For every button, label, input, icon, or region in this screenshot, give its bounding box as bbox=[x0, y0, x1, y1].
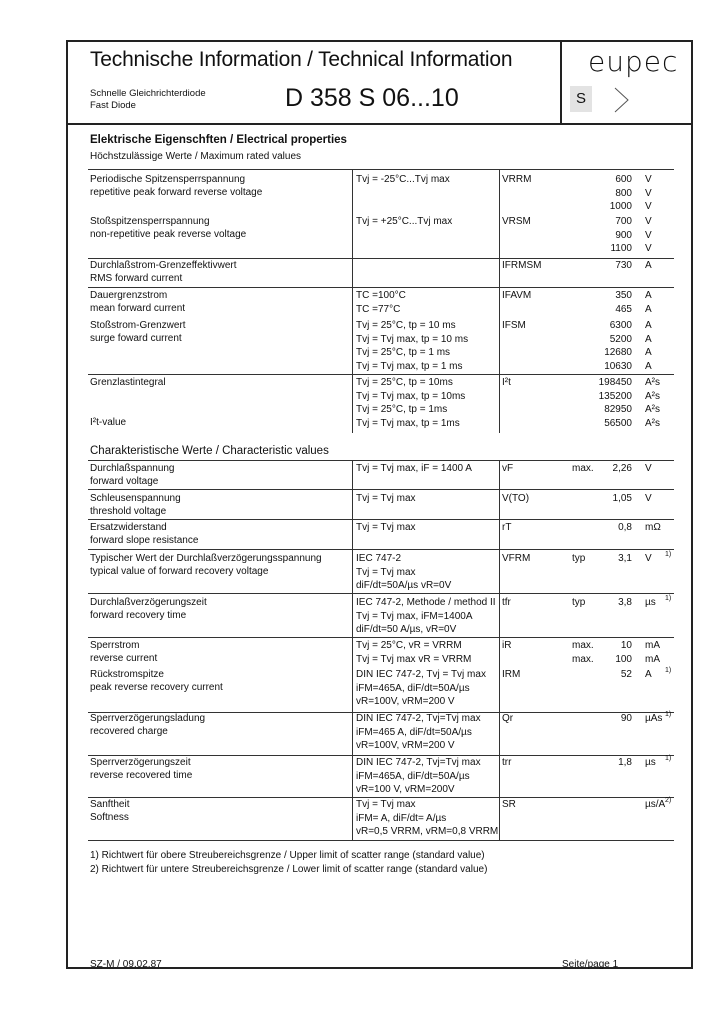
row-label-de: Sperrstrom bbox=[90, 640, 140, 651]
unit: V bbox=[645, 463, 652, 474]
value: 52 bbox=[620, 669, 632, 680]
condition-text: Tvj = Tvj max bbox=[356, 522, 416, 533]
value: 1100 bbox=[610, 243, 632, 254]
row-label-en: threshold voltage bbox=[90, 506, 167, 517]
symbol: V(TO) bbox=[502, 493, 530, 504]
condition-text: Tvj = +25°C...Tvj max bbox=[356, 216, 453, 227]
value: 2,26 bbox=[612, 463, 632, 474]
unit: A bbox=[645, 320, 652, 331]
unit: V bbox=[645, 174, 652, 185]
symbol: VFRM bbox=[502, 553, 531, 564]
row-label-en: forward slope resistance bbox=[90, 535, 199, 546]
row-label-en: peak reverse recovery current bbox=[90, 682, 223, 693]
row-label-en: reverse recovered time bbox=[90, 770, 193, 781]
condition-text: Tvj = Tvj max, tp = 1 ms bbox=[356, 360, 463, 372]
unit: A bbox=[645, 260, 652, 271]
symbol: trr bbox=[502, 757, 512, 768]
footnote-1: 1) Richtwert für obere Streubereichsgrenze / Upper limit of scatter range (standard value) bbox=[90, 850, 485, 861]
row-label-de: Rückstromspitze bbox=[90, 669, 164, 680]
row-divider bbox=[88, 489, 674, 490]
condition-text: DIN IEC 747-2, Tvj=Tvj max bbox=[356, 713, 481, 724]
condition-text: iFM=465A, diF/dt=50A/µs bbox=[356, 682, 470, 694]
row-label-de: Schleusenspannung bbox=[90, 493, 181, 504]
value: 1,8 bbox=[618, 757, 632, 768]
value: 135200 bbox=[598, 390, 632, 402]
value: 900 bbox=[615, 229, 632, 241]
row-divider bbox=[88, 637, 674, 638]
row-divider bbox=[88, 593, 674, 594]
unit: A²s bbox=[645, 377, 660, 388]
value: 10 bbox=[620, 640, 632, 651]
unit: A²s bbox=[645, 390, 660, 402]
characteristic-title: Charakteristische Werte / Characteristic values bbox=[90, 445, 329, 457]
value: 82950 bbox=[604, 404, 632, 415]
unit: A²s bbox=[645, 404, 660, 415]
condition-text: vR=100V, vRM=200 V bbox=[356, 696, 455, 707]
condition-text: diF/dt=50A/µs vR=0V bbox=[356, 580, 452, 591]
condition-text: iFM=465 A, diF/dt=50A/µs bbox=[356, 726, 472, 738]
row-divider bbox=[88, 840, 674, 841]
unit: V bbox=[645, 216, 652, 227]
document-title: Technische Information / Technical Information bbox=[90, 48, 513, 71]
condition-text: Tvj = 25°C, tp = 10ms bbox=[356, 377, 453, 388]
footnote-marker: 1) bbox=[665, 551, 672, 558]
condition-text: DIN IEC 747-2, Tvj=Tvj max bbox=[356, 757, 481, 768]
condition-text: vR=100V, vRM=200 V bbox=[356, 740, 455, 751]
unit: A bbox=[645, 347, 652, 358]
symbol: SR bbox=[502, 799, 516, 810]
unit: µAs bbox=[645, 713, 663, 724]
condition-text: Tvj = 25°C, tp = 1ms bbox=[356, 404, 448, 415]
row-label-en: surge foward current bbox=[90, 333, 182, 344]
symbol: IRM bbox=[502, 669, 521, 680]
row-label-de: Durchlaßspannung bbox=[90, 463, 175, 474]
footnote-marker: 1) bbox=[665, 595, 672, 602]
condition-text: Tvj = Tvj max, tp = 1ms bbox=[356, 417, 460, 429]
value: 700 bbox=[615, 216, 632, 227]
row-divider bbox=[88, 549, 674, 550]
value: 198450 bbox=[598, 377, 632, 388]
unit: V bbox=[645, 201, 652, 212]
row-label-de: I²t-value bbox=[90, 417, 127, 428]
row-label-en: Softness bbox=[90, 812, 129, 823]
condition-text: TC =77°C bbox=[356, 303, 401, 315]
row-label-en: non-repetitive peak reverse voltage bbox=[90, 229, 247, 240]
header-divider bbox=[560, 40, 562, 124]
symbol: rT bbox=[502, 522, 512, 533]
qualifier: max. bbox=[572, 640, 594, 651]
part-number: D 358 S 06...10 bbox=[285, 84, 459, 112]
row-divider bbox=[88, 460, 674, 461]
row-label-en: recovered charge bbox=[90, 726, 168, 737]
value: 6300 bbox=[609, 320, 632, 331]
chevron-right-icon bbox=[612, 86, 632, 114]
unit: A bbox=[645, 360, 652, 372]
row-label-de: Sperrverzögerungszeit bbox=[90, 757, 191, 768]
value: 56500 bbox=[604, 417, 632, 429]
symbol: IFSM bbox=[502, 320, 526, 331]
unit: A bbox=[645, 333, 652, 345]
row-divider bbox=[88, 797, 674, 798]
unit: V bbox=[645, 229, 652, 241]
condition-text: Tvj = Tvj max vR = VRRM bbox=[356, 653, 472, 665]
value: 3,8 bbox=[618, 597, 632, 608]
row-label-en: forward voltage bbox=[90, 476, 159, 487]
row-label-en: typical value of forward recovery voltage bbox=[90, 566, 269, 577]
value: 12680 bbox=[604, 347, 632, 358]
unit: V bbox=[645, 187, 652, 199]
row-label-de: Durchlaßverzögerungszeit bbox=[90, 597, 207, 608]
condition-text: DIN IEC 747-2, Tvj = Tvj max bbox=[356, 669, 486, 680]
row-divider bbox=[88, 755, 674, 756]
unit: A bbox=[645, 303, 652, 315]
unit: µs bbox=[645, 757, 656, 768]
condition-text: vR=0,5 VRRM, vRM=0,8 VRRM bbox=[356, 826, 499, 837]
column-divider bbox=[499, 169, 500, 433]
value: 5200 bbox=[609, 333, 632, 345]
qualifier: max. bbox=[572, 463, 594, 474]
row-label-de: Sperrverzögerungsladung bbox=[90, 713, 206, 724]
value: 0,8 bbox=[618, 522, 632, 533]
footnote-marker: 1) bbox=[665, 755, 672, 762]
condition-text: diF/dt=50 A/µs, vR=0V bbox=[356, 624, 457, 635]
unit: µs bbox=[645, 597, 656, 608]
condition-text: iFM= A, diF/dt= A/µs bbox=[356, 812, 447, 824]
column-divider bbox=[352, 460, 353, 840]
unit: V bbox=[645, 553, 652, 564]
unit: A²s bbox=[645, 417, 660, 429]
qualifier: max. bbox=[572, 653, 594, 665]
condition-text: Tvj = Tvj max, tp = 10 ms bbox=[356, 333, 469, 345]
unit: V bbox=[645, 243, 652, 254]
row-label-de: Grenzlastintegral bbox=[90, 377, 166, 388]
electrical-subtitle: Höchstzulässige Werte / Maximum rated values bbox=[90, 151, 302, 162]
value: 730 bbox=[615, 260, 632, 271]
footnote-marker: 1) bbox=[665, 667, 672, 674]
row-divider bbox=[88, 287, 674, 288]
condition-text: Tvj = Tvj max, iFM=1400A bbox=[356, 610, 473, 622]
condition-text: Tvj = Tvj max bbox=[356, 493, 416, 504]
condition-text: IEC 747-2, Methode / method II bbox=[356, 597, 496, 608]
status-box: S bbox=[570, 86, 592, 112]
value: 100 bbox=[615, 653, 632, 665]
unit: mA bbox=[645, 640, 660, 651]
row-label-de: Stoßstrom-Grenzwert bbox=[90, 320, 186, 331]
condition-text: Tvj = Tvj max, tp = 10ms bbox=[356, 390, 466, 402]
footer-left: SZ-M / 09.02.87 bbox=[90, 959, 162, 970]
row-divider bbox=[88, 169, 674, 170]
unit: A bbox=[645, 669, 652, 680]
value: 600 bbox=[615, 174, 632, 185]
condition-text: Tvj = Tvj max bbox=[356, 799, 416, 810]
symbol: vF bbox=[502, 463, 514, 474]
row-label-en: forward recovery time bbox=[90, 610, 187, 621]
row-label-de: Dauergrenzstrom bbox=[90, 290, 168, 301]
unit: A bbox=[645, 290, 652, 301]
subtitle-de: Schnelle Gleichrichterdiode bbox=[90, 88, 206, 99]
symbol: I²t bbox=[502, 377, 511, 388]
condition-text: Tvj = -25°C...Tvj max bbox=[356, 174, 450, 185]
unit: mΩ bbox=[645, 522, 661, 533]
symbol: iR bbox=[502, 640, 512, 651]
footnote-marker: 2) bbox=[665, 797, 672, 804]
condition-text: IEC 747-2 bbox=[356, 553, 402, 564]
condition-text: Tvj = Tvj max, iF = 1400 A bbox=[356, 463, 472, 474]
condition-text: Tvj = 25°C, tp = 10 ms bbox=[356, 320, 456, 331]
condition-text: vR=100 V, vRM=200V bbox=[356, 784, 455, 795]
row-label-en: reverse current bbox=[90, 653, 158, 664]
row-label-de: Sanftheit bbox=[90, 799, 130, 810]
value: 3,1 bbox=[618, 553, 632, 564]
footnote-2: 2) Richtwert für untere Streubereichsgrenze / Lower limit of scatter range (standard value) bbox=[90, 864, 488, 875]
row-divider bbox=[88, 374, 674, 375]
row-label-de: Stoßspitzensperrspannung bbox=[90, 216, 210, 227]
row-label-de: Ersatzwiderstand bbox=[90, 522, 167, 533]
value: 350 bbox=[615, 290, 632, 301]
row-label-en: mean forward current bbox=[90, 303, 186, 314]
column-divider bbox=[499, 460, 500, 840]
row-label-de: Typischer Wert der Durchlaßverzögerungsspannung bbox=[90, 553, 322, 564]
unit: mA bbox=[645, 653, 660, 665]
symbol: IFAVM bbox=[502, 290, 532, 301]
value: 1000 bbox=[609, 201, 632, 212]
value: 800 bbox=[615, 187, 632, 199]
condition-text: Tvj = 25°C, tp = 1 ms bbox=[356, 347, 451, 358]
value: 465 bbox=[615, 303, 632, 315]
symbol: IFRMSM bbox=[502, 260, 542, 271]
symbol: VRSM bbox=[502, 216, 531, 227]
footer-right: Seite/page 1 bbox=[562, 959, 619, 970]
row-divider bbox=[88, 258, 674, 259]
condition-text: Tvj = Tvj max bbox=[356, 566, 416, 578]
unit: µs/A bbox=[645, 799, 666, 810]
footnote-marker: 1) bbox=[665, 711, 672, 718]
column-divider bbox=[352, 169, 353, 433]
header-rule bbox=[66, 123, 693, 125]
qualifier: typ bbox=[572, 553, 586, 564]
condition-text: iFM=465A, diF/dt=50A/µs bbox=[356, 770, 470, 782]
row-label-en: repetitive peak forward reverse voltage bbox=[90, 187, 263, 198]
value: 90 bbox=[620, 713, 632, 724]
symbol: VRRM bbox=[502, 174, 532, 185]
row-label-de: Durchlaßstrom-Grenzeffektivwert bbox=[90, 260, 237, 271]
row-label-de: Periodische Spitzensperrspannung bbox=[90, 174, 246, 185]
symbol: tfr bbox=[502, 597, 511, 608]
condition-text: TC =100°C bbox=[356, 290, 406, 301]
value: 1,05 bbox=[612, 493, 632, 504]
subtitle-en: Fast Diode bbox=[90, 100, 136, 111]
value: 10630 bbox=[604, 360, 632, 372]
eupec-logo: eupec bbox=[588, 45, 679, 78]
symbol: Qr bbox=[502, 713, 514, 724]
row-divider bbox=[88, 519, 674, 520]
qualifier: typ bbox=[572, 597, 586, 608]
unit: V bbox=[645, 493, 652, 504]
row-label-en: RMS forward current bbox=[90, 273, 183, 284]
electrical-title: Elektrische Eigenschften / Electrical properties bbox=[90, 134, 347, 146]
condition-text: Tvj = 25°C, vR = VRRM bbox=[356, 640, 462, 651]
